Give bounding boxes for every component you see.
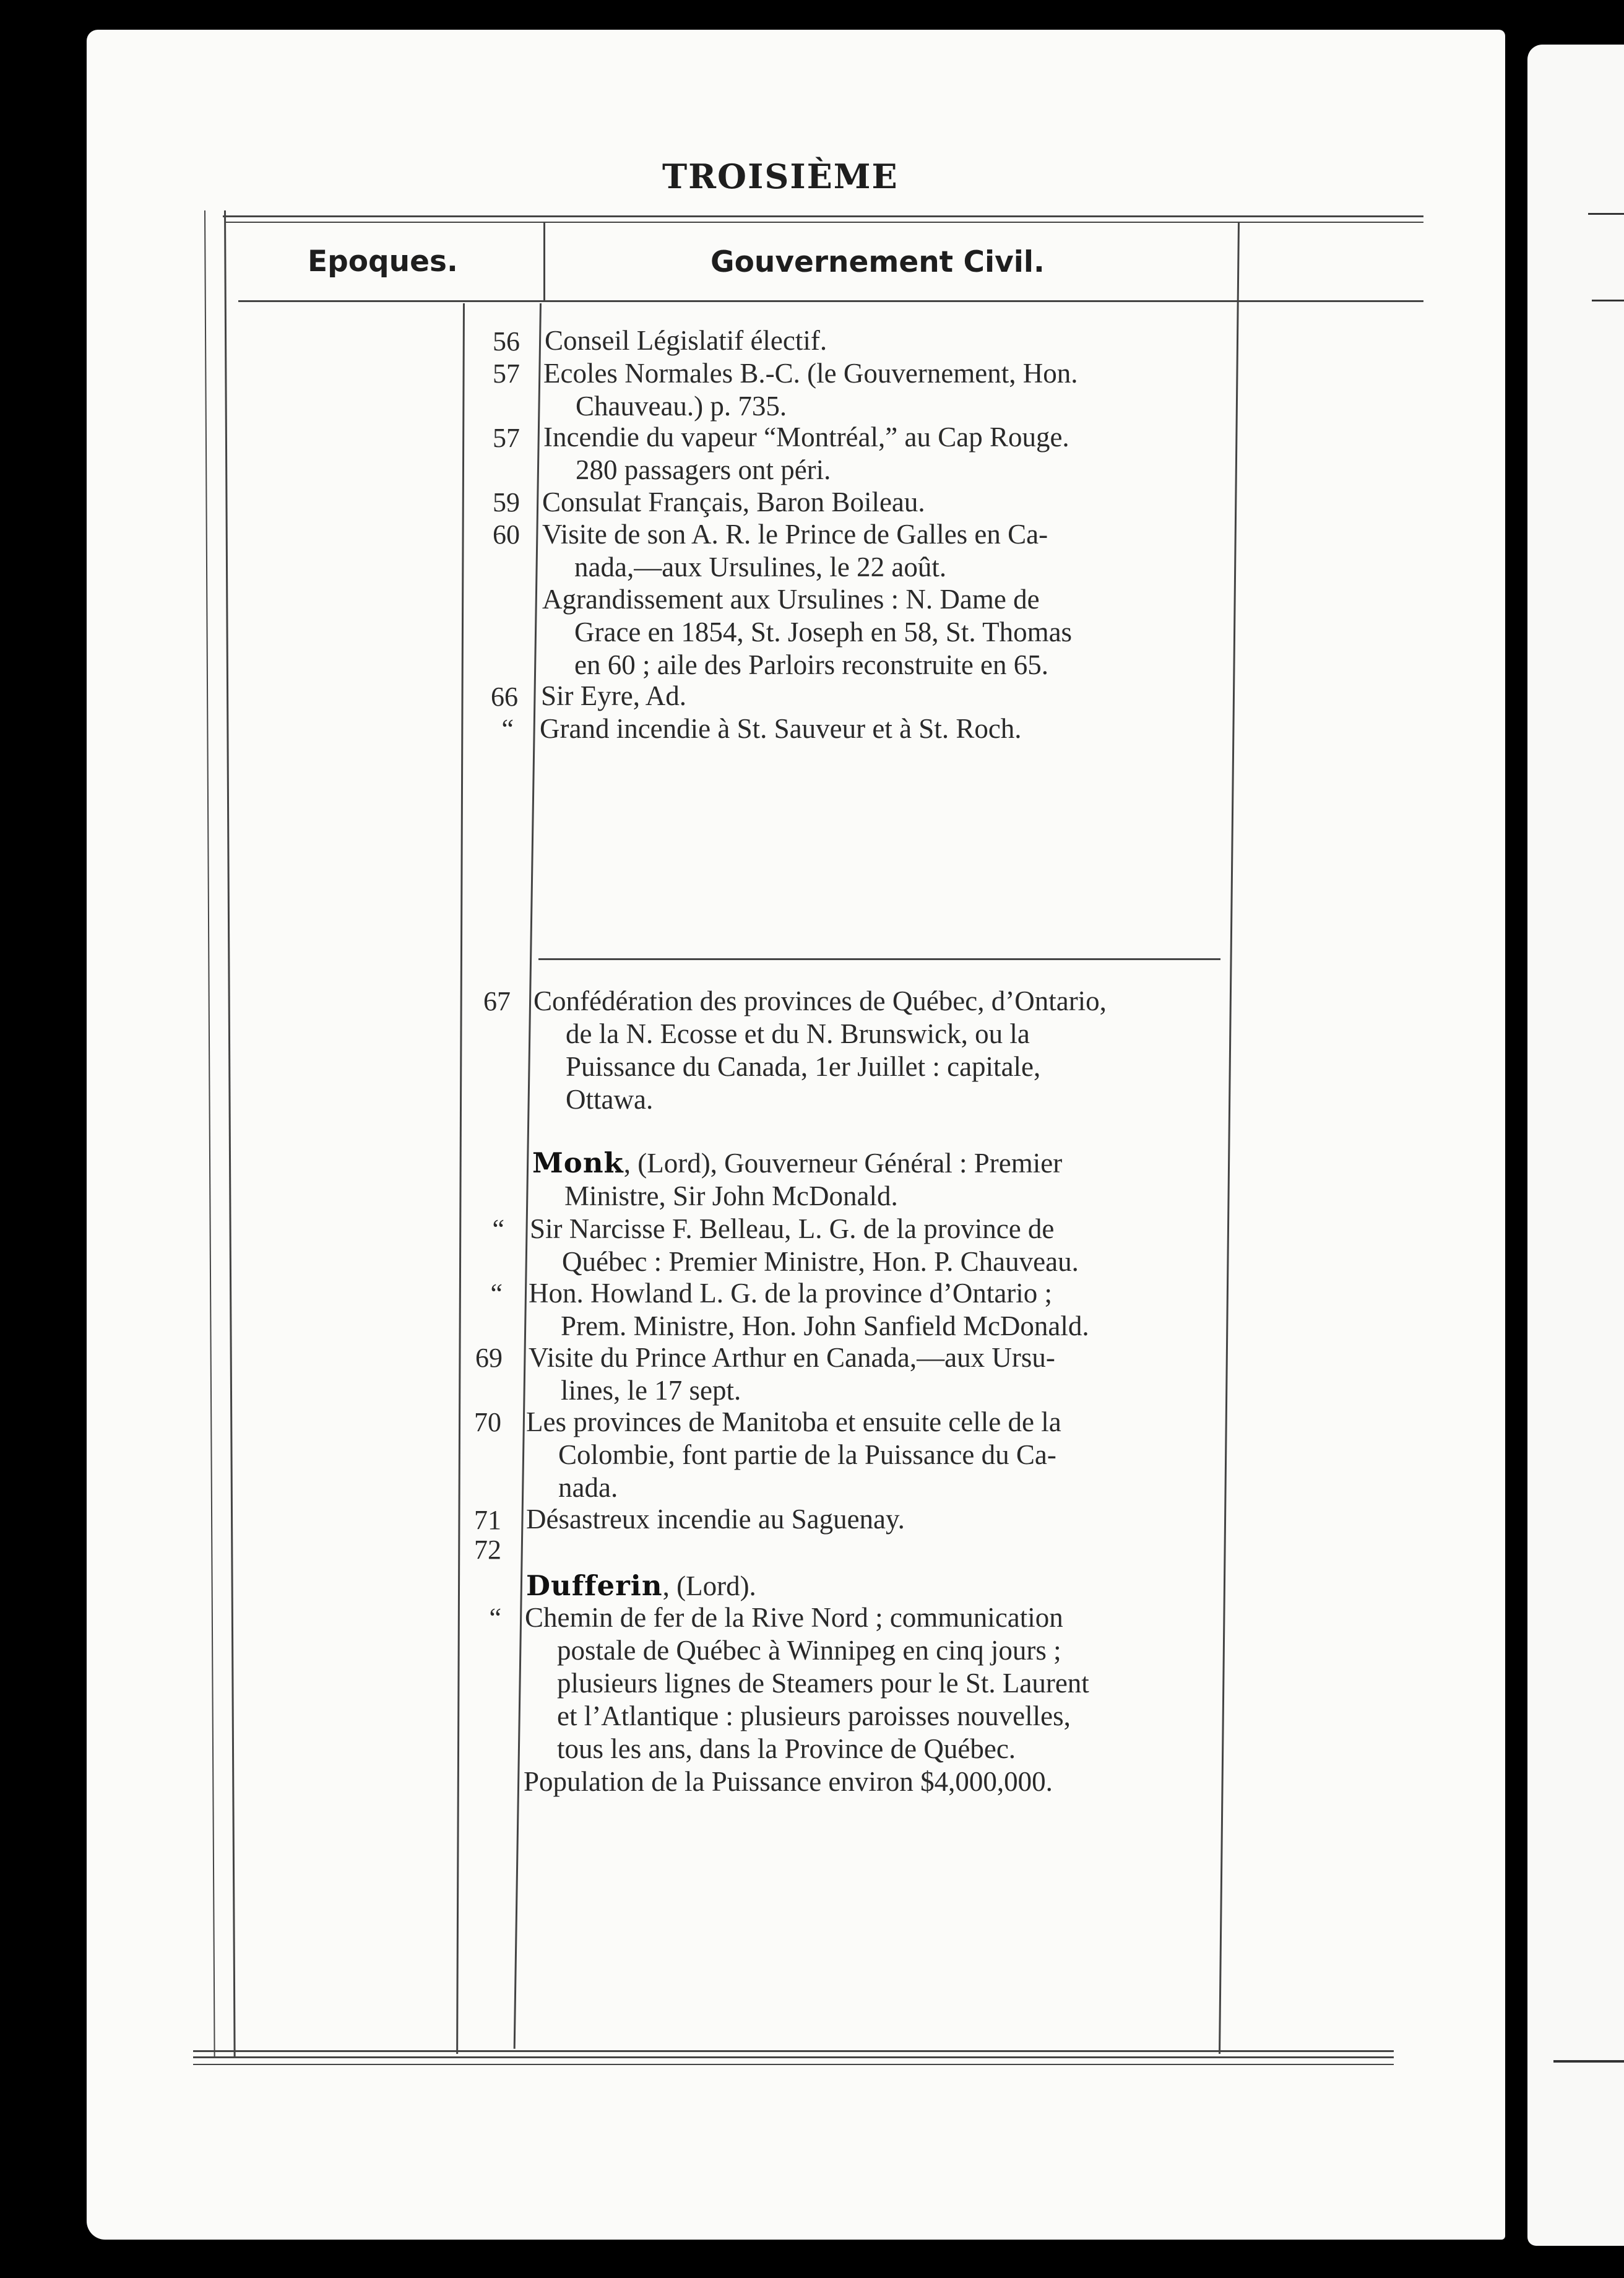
entry-text bbox=[532, 1146, 1062, 1213]
entry-line: Population de la Puissance environ $4,000,000. bbox=[524, 1766, 1053, 1797]
entry-text bbox=[533, 985, 1107, 1116]
governor-name: Dufferin bbox=[526, 1569, 663, 1602]
entry-text bbox=[542, 486, 925, 519]
entry-line: Désastreux incendie au Saguenay. bbox=[526, 1504, 905, 1535]
entry-text bbox=[545, 324, 827, 357]
entry-line: Agrandissement aux Ursulines : N. Dame de bbox=[542, 584, 1040, 615]
section-divider-rule bbox=[538, 958, 1220, 960]
entry-line-rest: , (Lord). bbox=[662, 1570, 756, 1601]
table-bottom-rule-3 bbox=[193, 2064, 1394, 2065]
epoques-header: Epoques. bbox=[308, 245, 458, 279]
entry-line: 280 passagers ont péri. bbox=[576, 454, 831, 485]
entry-line bbox=[532, 1146, 1062, 1180]
entry-line: Ottawa. bbox=[566, 1084, 654, 1115]
entry-line: Puissance du Canada, 1er Juillet : capitale, bbox=[566, 1051, 1041, 1082]
entry-line-rest: , (Lord), Gouverneur Général : Premier bbox=[623, 1148, 1063, 1179]
entry-text bbox=[542, 518, 1048, 584]
adjacent-page-mark bbox=[1592, 300, 1624, 301]
epoque-number: 60 bbox=[493, 519, 520, 550]
epoque-number: 67 bbox=[483, 986, 511, 1016]
entry-text bbox=[526, 1503, 905, 1536]
adjacent-page-mark bbox=[1588, 213, 1624, 215]
entry-line: Grand incendie à St. Sauveur et à St. Roch. bbox=[540, 713, 1022, 744]
entry-text bbox=[542, 583, 1072, 682]
entry-line: Québec : Premier Ministre, Hon. P. Chauveau. bbox=[562, 1246, 1079, 1277]
adjacent-page-mark bbox=[1553, 2060, 1624, 2063]
ditto-mark: “ bbox=[501, 714, 514, 744]
entry-text bbox=[530, 1213, 1079, 1278]
epoque-number: 57 bbox=[493, 423, 520, 453]
entry-line: Sir Eyre, Ad. bbox=[541, 680, 686, 711]
entry-line: plusieurs lignes de Steamers pour le St. Laurent bbox=[557, 1668, 1089, 1699]
entry-text bbox=[529, 1341, 1055, 1407]
governor-name: Monk bbox=[532, 1146, 624, 1179]
entry-line: Grace en 1854, St. Joseph en 58, St. Thomas bbox=[574, 617, 1073, 647]
epoque-number: 59 bbox=[493, 487, 520, 518]
entry-text bbox=[540, 712, 1022, 745]
entry-text bbox=[543, 421, 1069, 487]
epoque-number: 72 bbox=[474, 1535, 501, 1565]
entry-line: postale de Québec à Winnipeg en cinq jours ; bbox=[557, 1635, 1061, 1666]
entry-line: Ecoles Normales B.-C. (le Gouvernement, Hon. bbox=[543, 358, 1078, 389]
entry-line: Chauveau.) p. 735. bbox=[576, 391, 787, 422]
gouvernement-header: Gouvernement Civil. bbox=[710, 245, 1045, 279]
table-top-rule-2 bbox=[225, 222, 1423, 223]
entry-text bbox=[524, 1765, 1053, 1798]
ditto-mark: “ bbox=[490, 1278, 503, 1309]
table-bottom-rule bbox=[193, 2050, 1394, 2052]
entry-line: nada. bbox=[558, 1472, 618, 1503]
entry-text bbox=[526, 1569, 756, 1603]
entry-line: lines, le 17 sept. bbox=[561, 1375, 741, 1406]
entry-line: Consulat Français, Baron Boileau. bbox=[542, 487, 925, 518]
page-title: TROISIÈME bbox=[662, 157, 899, 196]
entry-line bbox=[526, 1569, 756, 1603]
entry-text bbox=[525, 1601, 1089, 1765]
entry-text bbox=[541, 680, 686, 712]
entry-line: Ministre, Sir John McDonald. bbox=[564, 1180, 898, 1211]
entry-text bbox=[526, 1406, 1061, 1504]
adjacent-page-edge bbox=[1527, 45, 1624, 2246]
ditto-mark: “ bbox=[492, 1214, 504, 1244]
entry-text bbox=[543, 357, 1078, 423]
entry-line: Les provinces de Manitoba et ensuite celle de la bbox=[526, 1406, 1061, 1437]
ditto-mark: “ bbox=[489, 1603, 501, 1633]
entry-line: de la N. Ecosse et du N. Brunswick, ou la bbox=[566, 1018, 1030, 1049]
entry-line: nada,—aux Ursulines, le 22 août. bbox=[574, 552, 947, 582]
table-top-rule bbox=[223, 215, 1423, 217]
entry-text bbox=[529, 1277, 1089, 1343]
entry-line: Conseil Législatif électif. bbox=[545, 325, 827, 356]
entry-line: tous les ans, dans la Province de Québec. bbox=[557, 1733, 1016, 1764]
header-column-divider bbox=[543, 222, 545, 302]
entry-line: Incendie du vapeur “Montréal,” au Cap Rouge. bbox=[543, 422, 1069, 453]
epoque-number: 69 bbox=[475, 1343, 503, 1373]
entry-line: Visite du Prince Arthur en Canada,—aux Ursu- bbox=[529, 1342, 1055, 1373]
epoque-number: 57 bbox=[493, 358, 520, 389]
entry-line: Visite de son A. R. le Prince de Galles en Ca- bbox=[542, 519, 1048, 550]
epoque-number: 56 bbox=[493, 326, 520, 357]
entry-line: et l’Atlantique : plusieurs paroisses nouvelles, bbox=[557, 1700, 1071, 1731]
entry-line: Prem. Ministre, Hon. John Sanfield McDonald. bbox=[561, 1310, 1089, 1341]
epoque-number: 66 bbox=[491, 682, 518, 712]
entry-line: Confédération des provinces de Québec, d’Ontario, bbox=[533, 985, 1107, 1016]
header-bottom-rule bbox=[238, 300, 1423, 302]
epoque-number: 70 bbox=[474, 1407, 501, 1437]
entry-line: Chemin de fer de la Rive Nord ; communication bbox=[525, 1602, 1063, 1633]
entry-line: Hon. Howland L. G. de la province d’Ontario ; bbox=[529, 1278, 1053, 1309]
epoque-number: 71 bbox=[474, 1505, 501, 1535]
entry-line: Sir Narcisse F. Belleau, L. G. de la province de bbox=[530, 1213, 1055, 1244]
entry-line: en 60 ; aile des Parloirs reconstruite en 65. bbox=[574, 649, 1049, 680]
table-bottom-rule-2 bbox=[193, 2056, 1394, 2058]
entry-line: Colombie, font partie de la Puissance du Ca- bbox=[558, 1439, 1056, 1470]
